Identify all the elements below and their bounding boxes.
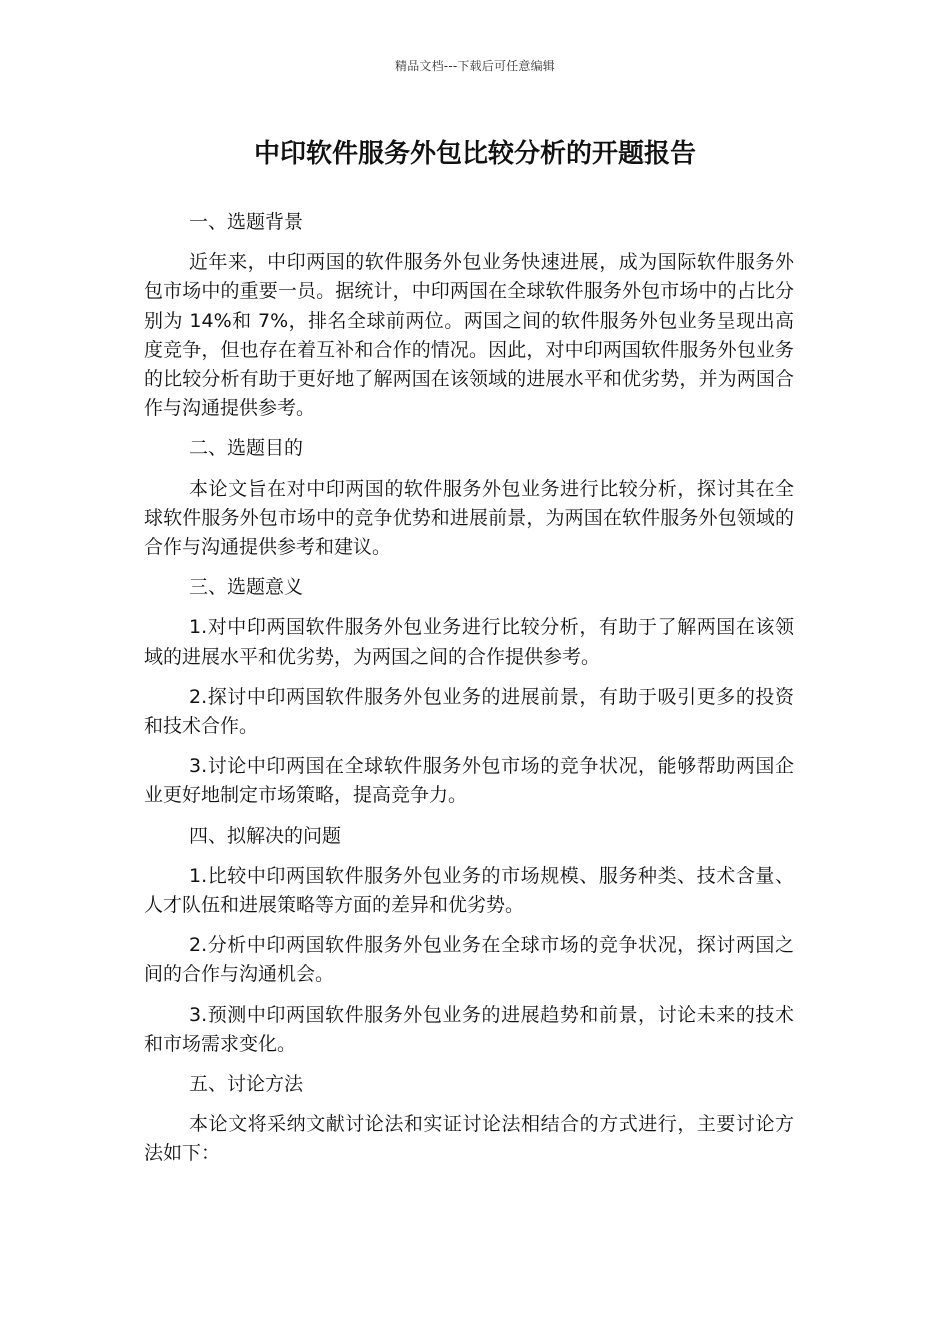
paragraph-significance-1: 1.对中印两国软件服务外包业务进行比较分析，有助于了解两国在该领域的进展水平和优劣势，为两国之间的合作提供参考。 — [144, 616, 794, 668]
paragraph-problems-1: 1.比较中印两国软件服务外包业务的市场规模、服务种类、技术含量、人才队伍和进展策略等方面的差异和优劣势。 — [144, 864, 794, 917]
section-heading-methods: 五、讨论方法 — [189, 1073, 304, 1096]
document-title: 中印软件服务外包比较分析的开题报告 — [253, 139, 696, 169]
paragraph-background: 近年来，中印两国的软件服务外包业务快速进展，成为国际软件服务外包市场中的重要一员。据统计，中印两国在全球软件服务外包市场中的占比分别为 14%和 7%，排名全球前两位。两国之间的软件服务外包业务呈现出高度竞争，但也存在着互补和合作的情况。因此，对中印两国软件服务外包业务的比较分析有助于更好地了解两国在该领域的进展水平和优劣势，并为两国合作与沟通提供参考。 — [144, 251, 794, 420]
section-heading-background: 一、选题背景 — [189, 211, 304, 233]
section-heading-significance: 三、选题意义 — [189, 576, 304, 599]
paragraph-significance-2: 2.探讨中印两国软件服务外包业务的进展前景，有助于吸引更多的投资和技术合作。 — [144, 685, 794, 738]
paragraph-methods: 本论文将采纳文献讨论法和实证讨论法相结合的方式进行，主要讨论方法如下： — [144, 1113, 794, 1165]
section-heading-purpose: 二、选题目的 — [189, 437, 304, 460]
section-heading-problems: 四、拟解决的问题 — [189, 824, 342, 847]
paragraph-problems-3: 3.预测中印两国软件服务外包业务的进展趋势和前景，讨论未来的技术和市场需求变化。 — [144, 1003, 794, 1055]
paragraph-purpose: 本论文旨在对中印两国的软件服务外包业务进行比较分析，探讨其在全球软件服务外包市场中的竞争优势和进展前景，为两国在软件服务外包领域的合作与沟通提供参考和建议。 — [144, 477, 794, 559]
paragraph-problems-2: 2.分析中印两国软件服务外包业务在全球市场的竞争状况，探讨两国之间的合作与沟通机会。 — [144, 934, 794, 986]
paragraph-significance-3: 3.讨论中印两国在全球软件服务外包市场的竞争状况，能够帮助两国企业更好地制定市场策略，提高竞争力。 — [144, 755, 794, 807]
header-note: 精品文档---下载后可任意编辑 — [395, 59, 555, 73]
document-body — [144, 208, 794, 1180]
